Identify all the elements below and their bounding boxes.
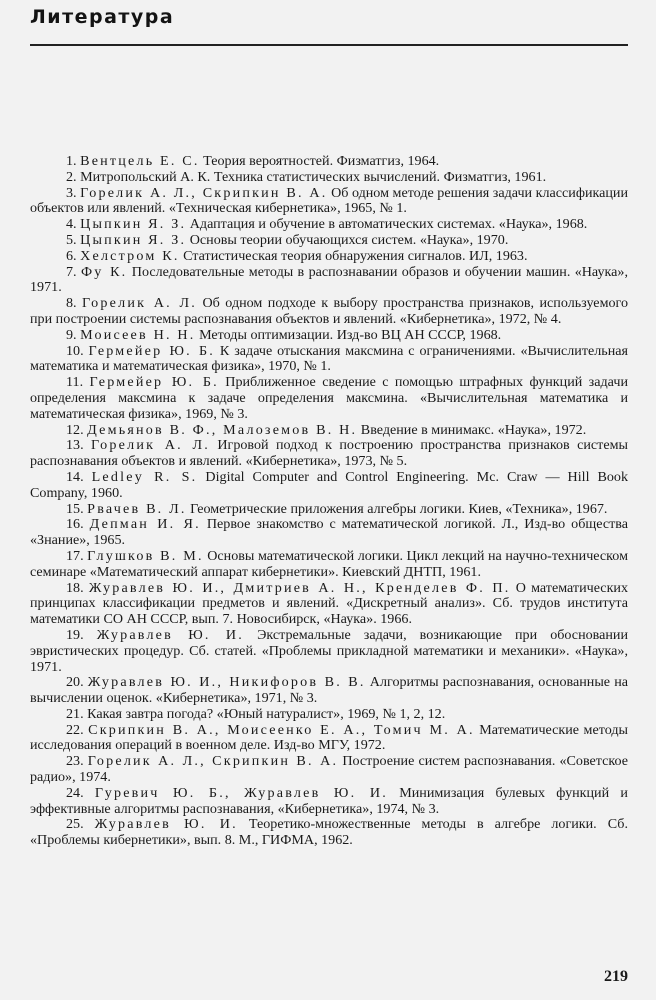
reference-number: 11. bbox=[66, 374, 84, 391]
reference-text: Статистическая теория обнаружения сигналов. ИЛ, 1963. bbox=[183, 247, 528, 264]
reference-item bbox=[30, 754, 628, 786]
reference-item bbox=[30, 517, 628, 549]
reference-text: О математических принципах классификации предметов и явлений. «Дискретный анализ». Сб. трудов института математики СО АН СССР, вып. 7. Новосибирск, «Наука». 1966. bbox=[30, 579, 628, 628]
reference-number: 8. bbox=[66, 295, 77, 312]
reference-number: 6. bbox=[66, 247, 77, 264]
reference-text: Теория вероятностей. Физматгиз, 1964. bbox=[203, 153, 440, 169]
reference-authors: Горелик А. Л., Скрипкин В. А. bbox=[87, 753, 339, 770]
reference-item bbox=[30, 817, 628, 849]
reference-item bbox=[30, 375, 628, 422]
reference-text: Алгоритмы распознавания, основанные на вычислении оценок. «Кибернетика», 1971, № 3. bbox=[30, 674, 629, 707]
reference-text: Основы теории обучающихся систем. «Наука», 1970. bbox=[189, 231, 509, 248]
section-title: Литература bbox=[30, 6, 175, 28]
reference-item bbox=[30, 581, 628, 628]
reference-authors: Горелик А. Л., Скрипкин В. А. bbox=[80, 184, 328, 201]
reference-text: Введение в минимакс. «Наука», 1972. bbox=[360, 421, 587, 438]
reference-number: 4. bbox=[66, 216, 77, 233]
reference-number: 7. bbox=[66, 263, 77, 280]
reference-authors: Журавлев Ю. И. bbox=[96, 626, 245, 643]
reference-text: Методы оптимизации. Изд-во ВЦ АН СССР, 1968. bbox=[199, 326, 502, 343]
reference-authors: Демьянов В. Ф., Малоземов В. Н. bbox=[87, 421, 358, 438]
reference-authors: Журавлев Ю. И., Дмитриев А. Н., Кренделев Ф. П. bbox=[88, 579, 511, 596]
reference-text: Техника статистических вычислений. Физматгиз, 1961. bbox=[213, 168, 547, 185]
header-rule bbox=[30, 44, 628, 46]
reference-authors: Митропольский А. К. bbox=[80, 168, 211, 185]
reference-item bbox=[30, 470, 628, 502]
reference-authors: Горелик А. Л. bbox=[82, 295, 198, 312]
reference-item bbox=[30, 233, 628, 249]
reference-item bbox=[30, 707, 628, 723]
reference-number: 14. bbox=[66, 468, 84, 485]
reference-number: 22. bbox=[66, 721, 84, 738]
reference-authors: Глушков В. М. bbox=[87, 547, 204, 564]
reference-text: Последовательные методы в распознавании образов и обучении машин. «Наука», 1971. bbox=[30, 263, 628, 296]
reference-number: 2. bbox=[66, 168, 77, 185]
reference-item bbox=[30, 502, 628, 518]
reference-authors: Гуревич Ю. Б., Журавлев Ю. И. bbox=[94, 784, 388, 801]
reference-authors: Хелстром К. bbox=[80, 247, 180, 264]
reference-authors: Рвачев В. Л. bbox=[87, 500, 187, 517]
reference-text: Теоретико-множественные методы в алгебре логики. Сб. «Проблемы кибернетики», вып. 8. М., ГИФМА, 1962. bbox=[30, 816, 628, 849]
reference-text: Экстремальные задачи, возникающие при обосновании эвристических процедур. Сб. статей. «Проблемы прикладной математики и механики». «Наука», 1971. bbox=[30, 626, 629, 675]
reference-item bbox=[30, 723, 628, 755]
reference-text: К задаче отыскания максмина с ограничениями. «Вычислительная математика и математическая физика», 1970, № 1. bbox=[30, 342, 628, 375]
reference-item bbox=[30, 344, 628, 376]
reference-authors: Журавлев Ю. И., Никифоров В. В. bbox=[87, 674, 366, 691]
reference-list bbox=[30, 154, 628, 849]
reference-item bbox=[30, 423, 628, 439]
reference-number: 9. bbox=[66, 326, 77, 343]
reference-text: Какая завтра погода? «Юный натуралист», 1969, № 1, 2, 12. bbox=[87, 705, 446, 722]
reference-item bbox=[30, 217, 628, 233]
reference-authors: Цыпкин Я. З. bbox=[80, 231, 187, 248]
reference-text: Адаптация и обучение в автоматических системах. «Наука», 1968. bbox=[189, 216, 588, 233]
reference-number: 12. bbox=[66, 421, 84, 438]
reference-text: Основы математической логики. Цикл лекций на научно-техническом семинаре «Математический аппарат кибернетики». Киевский ДНТП, 1961. bbox=[30, 547, 628, 580]
reference-number: 5. bbox=[66, 231, 77, 248]
reference-item bbox=[30, 296, 628, 328]
reference-number: 13. bbox=[66, 437, 84, 454]
reference-number: 15. bbox=[66, 500, 84, 517]
reference-authors: Моисеев Н. Н. bbox=[80, 326, 196, 343]
page-number: 219 bbox=[604, 968, 628, 985]
reference-authors: Горелик А. Л. bbox=[91, 437, 210, 454]
reference-number: 18. bbox=[66, 579, 84, 596]
reference-item bbox=[30, 249, 628, 265]
reference-number: 25. bbox=[66, 816, 84, 833]
reference-authors: Гермейер Ю. Б. bbox=[88, 342, 215, 359]
reference-text: Геометрические приложения алгебры логики. Киев, «Техника», 1967. bbox=[190, 500, 608, 517]
reference-item bbox=[30, 628, 628, 675]
reference-number: 20. bbox=[66, 674, 84, 691]
reference-authors: Гермейер Ю. Б. bbox=[89, 374, 219, 391]
reference-text: Об одном подходе к выбору пространства признаков, используемого при построении системы распознавания объектов и явлений. «Кибернетика», 1972, № 4. bbox=[30, 295, 629, 327]
reference-authors: Журавлев Ю. И. bbox=[94, 816, 238, 833]
reference-text: Математические методы исследования операций в военном деле. Изд-во МГУ, 1972. bbox=[30, 721, 628, 754]
reference-authors: Фу К. bbox=[80, 263, 128, 280]
reference-item bbox=[30, 675, 628, 707]
reference-number: 24. bbox=[66, 784, 84, 801]
reference-text: Минимизация булевых функций и эффективные алгоритмы распознавания, «Кибернетика», 1974, № 3. bbox=[30, 784, 628, 817]
reference-number: 23. bbox=[66, 753, 84, 770]
reference-item bbox=[30, 786, 628, 818]
reference-item bbox=[30, 438, 628, 470]
reference-authors: Депман И. Я. bbox=[89, 516, 201, 533]
reference-number: 19. bbox=[66, 626, 84, 643]
reference-authors: Цыпкин Я. З. bbox=[80, 216, 187, 233]
reference-item bbox=[30, 265, 628, 297]
reference-text: Игровой подход к построению пространства признаков системы распознавания объектов и явлений. «Кибернетика», 1973, № 5. bbox=[30, 437, 628, 470]
reference-item bbox=[30, 154, 628, 170]
reference-item bbox=[30, 170, 628, 186]
reference-number: 3. bbox=[66, 184, 77, 201]
reference-authors: Ledley R. S. bbox=[91, 468, 198, 485]
reference-text: Digital Computer and Control Engineering. Mc. Craw — Hill Book Company, 1960. bbox=[30, 468, 629, 501]
reference-item bbox=[30, 186, 628, 218]
reference-number: 16. bbox=[66, 516, 84, 533]
reference-number: 1. bbox=[66, 153, 77, 169]
reference-text: Построение систем распознавания. «Советское радио», 1974. bbox=[30, 753, 628, 786]
reference-text: Об одном методе решения задачи классификации объектов или явлений. «Техническая кибернетика», 1965, № 1. bbox=[30, 184, 629, 217]
reference-item bbox=[30, 549, 628, 581]
reference-number: 10. bbox=[66, 342, 84, 359]
reference-text: Приближенное сведение с помощью штрафных функций задачи определения максмина к задаче определения максмина. «Вычислительная математика и математическая физика», 1969, № 3. bbox=[30, 374, 628, 422]
reference-item bbox=[30, 328, 628, 344]
reference-number: 21. bbox=[66, 705, 84, 722]
reference-number: 17. bbox=[66, 547, 84, 564]
reference-text: Первое знакомство с математической логикой. Л., Изд-во общества «Знание», 1965. bbox=[30, 516, 629, 549]
reference-authors: Вентцель Е. С. bbox=[80, 153, 200, 169]
reference-authors: Скрипкин В. А., Моисеенко Е. А., Томич М. А. bbox=[88, 721, 475, 738]
